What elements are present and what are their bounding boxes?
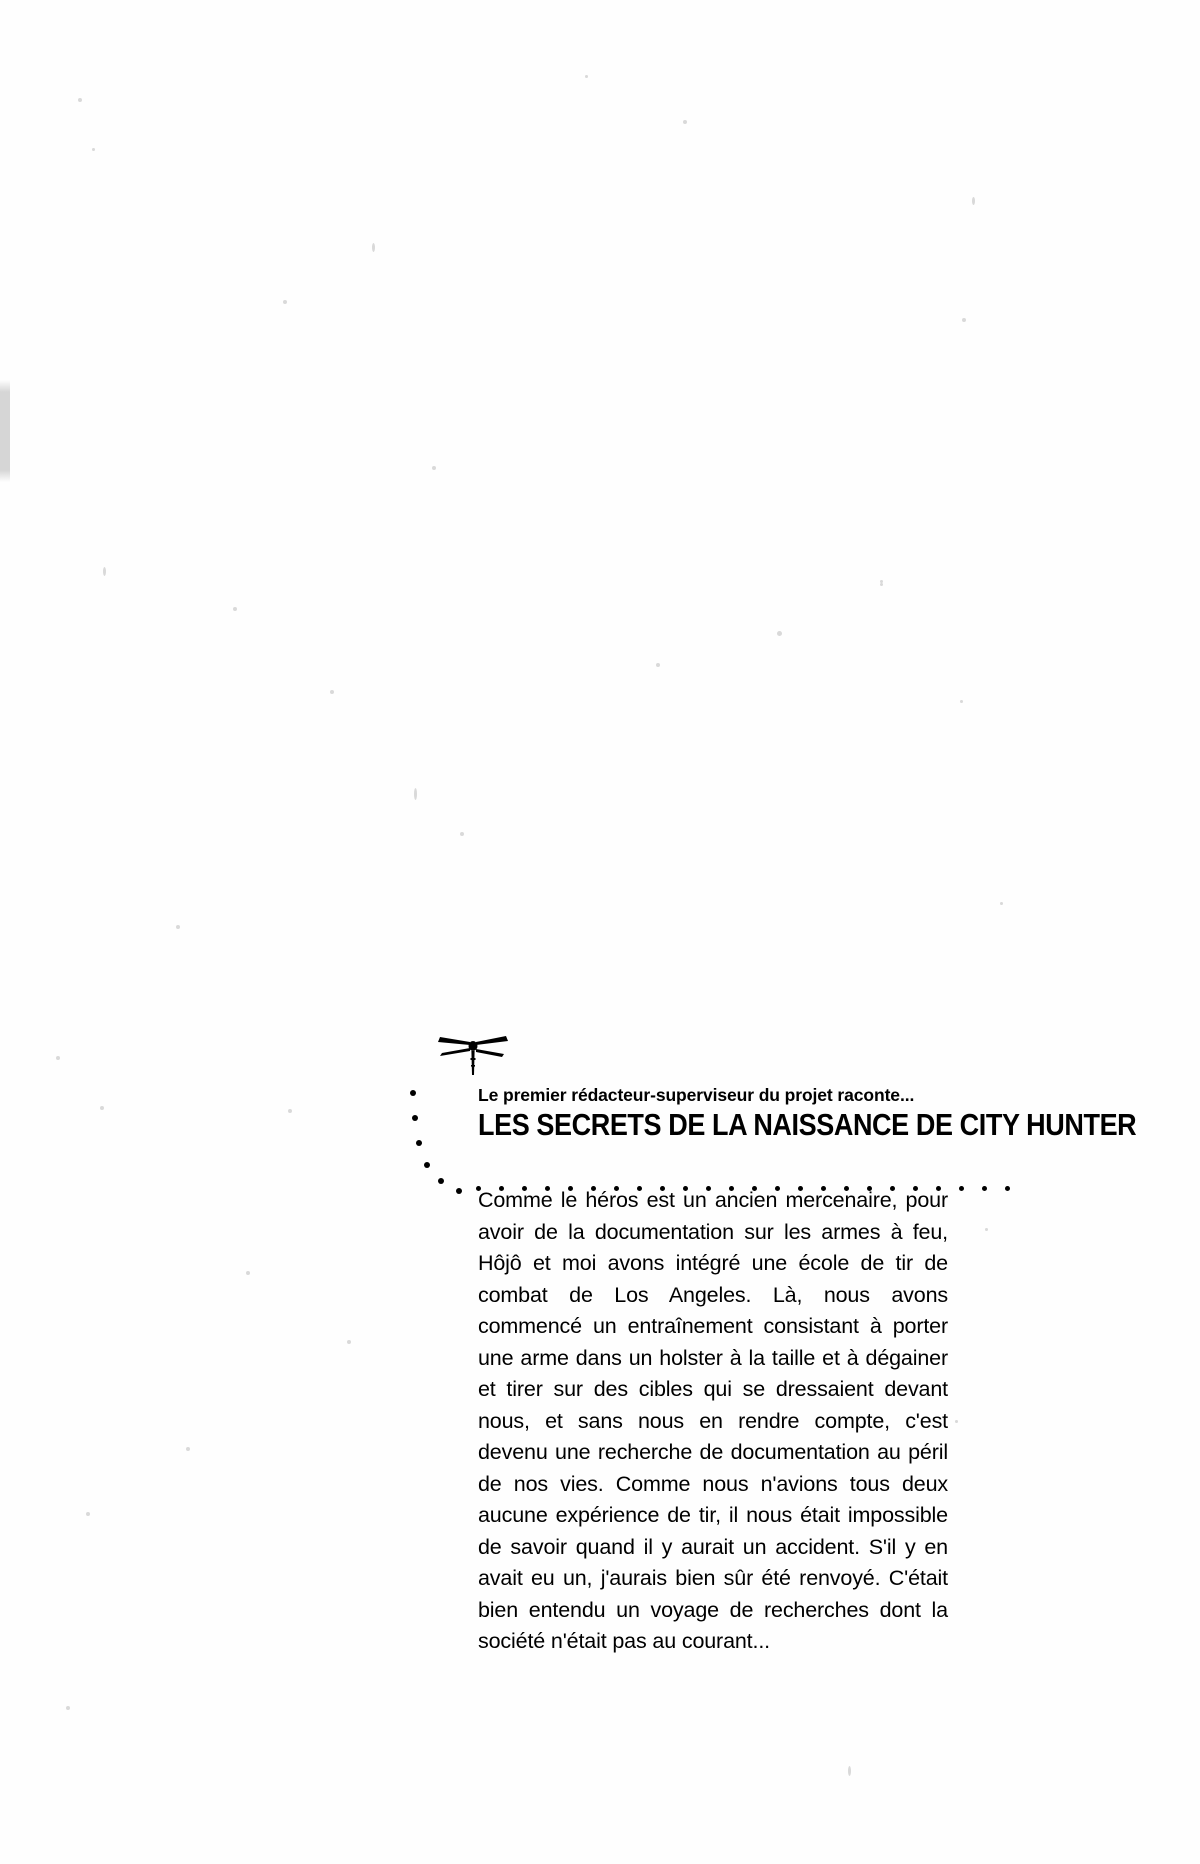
paper-speck [585, 75, 588, 78]
paper-speck [432, 466, 436, 470]
paper-speck [288, 1109, 292, 1113]
paper-speck [656, 663, 660, 667]
paper-speck [78, 98, 82, 102]
paper-speck [66, 1706, 70, 1710]
paper-speck [330, 690, 334, 694]
page-title: LES SECRETS DE LA NAISSANCE DE CITY HUNTER [478, 1108, 1137, 1142]
paper-speck [86, 1512, 90, 1516]
paper-speck [848, 1766, 851, 1776]
paper-speck [972, 197, 975, 205]
paper-speck [176, 925, 180, 929]
kicker-text: Le premier rédacteur-superviseur du projet raconte... [478, 1085, 915, 1105]
article-header [448, 1085, 1137, 1143]
paper-speck [414, 788, 417, 800]
paper-speck [880, 580, 883, 583]
paper-speck [186, 1447, 190, 1451]
paper-speck [233, 607, 237, 611]
paper-speck [777, 631, 782, 636]
scan-edge-artifact [0, 0, 10, 1864]
paper-speck [56, 1056, 60, 1060]
dragonfly-icon [430, 1023, 516, 1079]
paper-speck [962, 318, 966, 322]
paper-speck [92, 148, 95, 151]
paper-speck [460, 832, 464, 836]
paper-speck [103, 567, 106, 576]
article-body [478, 1185, 948, 1658]
paper-speck [372, 243, 375, 252]
paper-speck [1000, 902, 1003, 905]
paper-speck [955, 1420, 958, 1423]
paper-speck [960, 700, 963, 703]
paper-speck [246, 1271, 250, 1275]
paper-speck [283, 300, 287, 304]
paper-speck [880, 583, 883, 586]
paper-speck [100, 1106, 104, 1110]
paper-speck [683, 120, 687, 124]
body-paragraph: Comme le héros est un ancien mercenaire, pour avoir de la documentation sur les armes à feu, Hôjô et moi avons intégré une école de tir de combat de Los Angeles. Là, nous avons commencé un entraînement consistant à porter une arme dans un holster à la taille et à dégainer et tirer sur des cibles qui se dressaient devant nous, et sans nous en rendre compte, c'est devenu une recherche de documentation au péril de nos vies. Comme nous n'avions tous deux aucune expérience de tir, il nous était impossible de savoir quand il y aurait un accident. S'il y en avait eu un, j'aurais bien sûr été renvoyé. C'était bien entendu un voyage de recherches dont la société n'était pas au courant... [478, 1188, 948, 1653]
paper-speck [347, 1340, 351, 1344]
paper-speck [985, 1228, 988, 1231]
